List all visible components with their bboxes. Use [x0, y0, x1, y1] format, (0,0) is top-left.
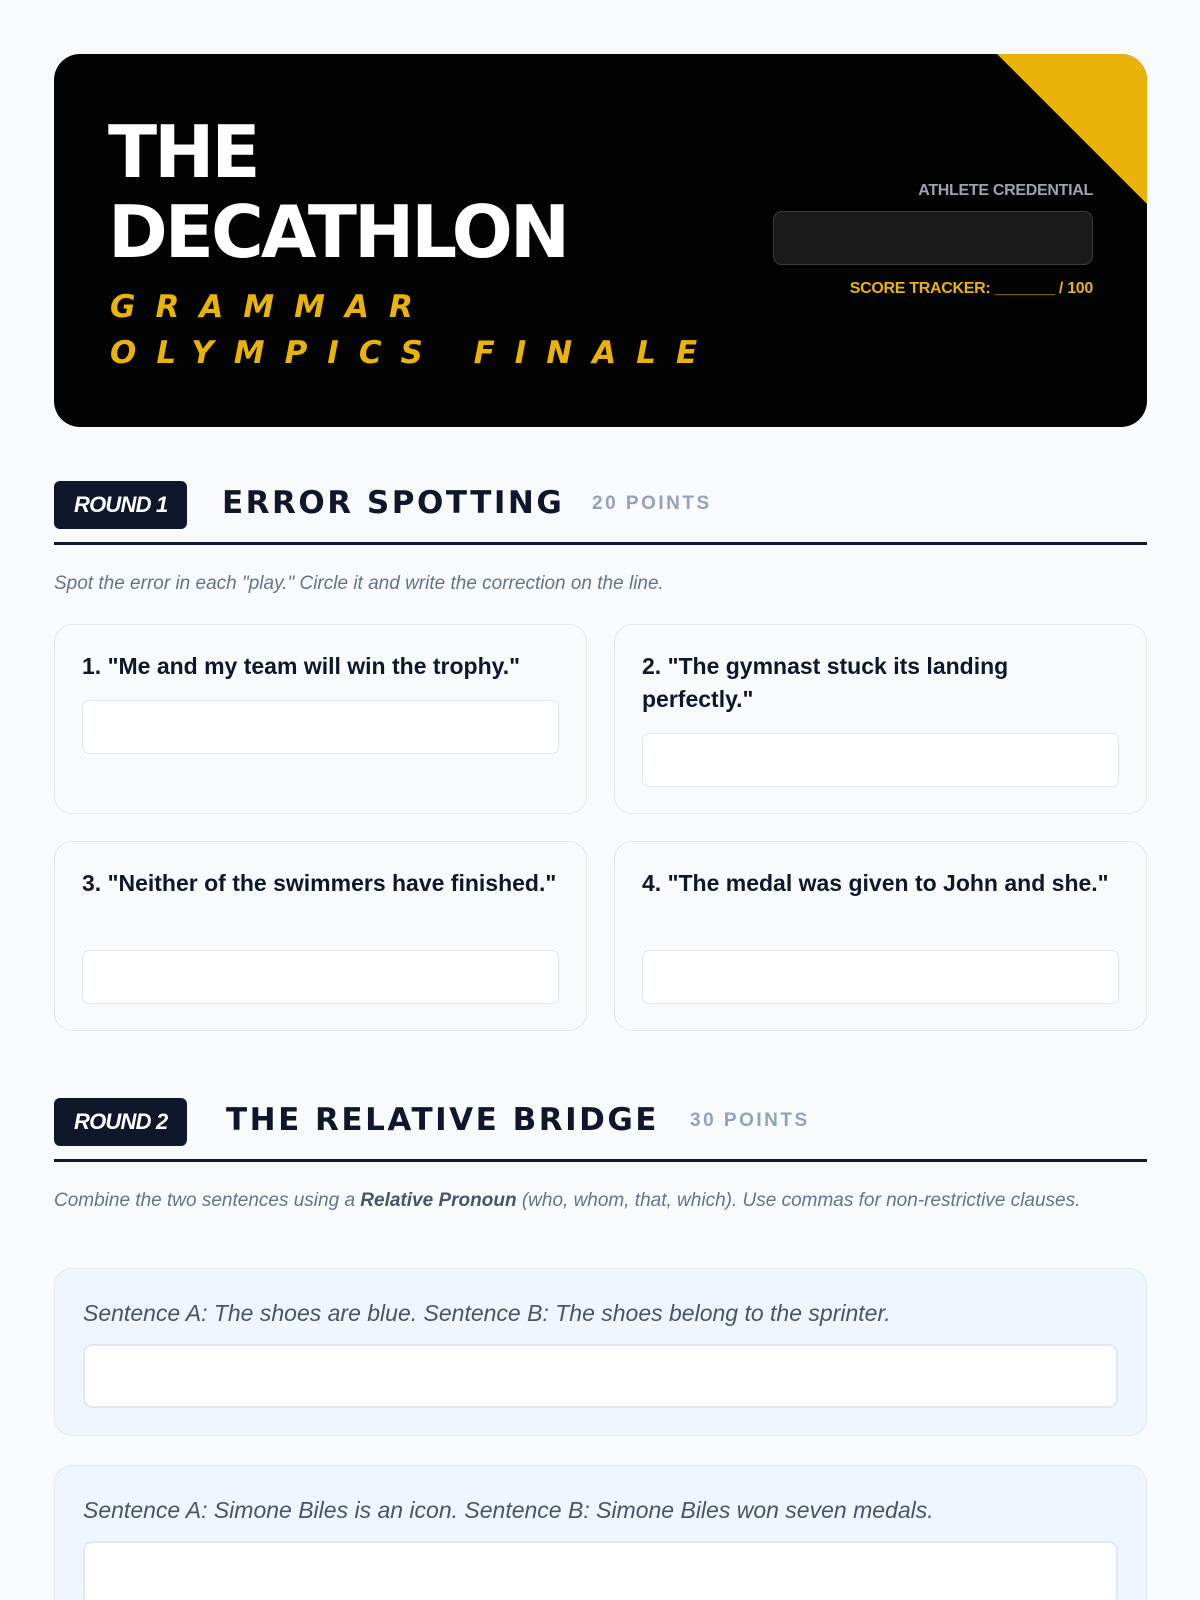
- error-question-1: 1. "Me and my team will win the trophy.": [82, 653, 521, 679]
- error-card-4: [614, 841, 1147, 1031]
- error-question-4: 4. "The medal was given to John and she.": [642, 870, 1109, 896]
- error-question-2: 2. "The gymnast stuck its landing perfectly.": [642, 653, 1009, 712]
- answer-field-2[interactable]: [642, 733, 1119, 787]
- round-1-badge: ROUND 1: [54, 481, 187, 529]
- round-2-badge: ROUND 2: [54, 1098, 187, 1146]
- round-1-header: [54, 481, 1147, 545]
- instructions-prefix: Combine the two sentences using a: [54, 1190, 361, 1211]
- round-2-points: 30 POINTS: [690, 1110, 810, 1131]
- bridge-card-1: [54, 1268, 1147, 1436]
- title-line-1: THE: [108, 110, 258, 194]
- page-title: [108, 112, 567, 272]
- combined-sentence-field-2[interactable]: [83, 1541, 1118, 1600]
- answer-field-4[interactable]: [642, 950, 1119, 1004]
- bridge-prompt-1: Sentence A: The shoes are blue. Sentence B: The shoes belong to the sprinter.: [83, 1300, 891, 1326]
- error-question-3: 3. "Neither of the swimmers have finished.": [82, 870, 557, 896]
- error-card-3: [54, 841, 587, 1031]
- bridge-card-2: [54, 1465, 1147, 1600]
- page-subtitle: GRAMMAR OLYMPICS FINALE: [110, 289, 718, 371]
- round-2-header: [54, 1098, 1147, 1162]
- round-2-instructions: [54, 1187, 1147, 1214]
- instructions-emphasis: Relative Pronoun: [360, 1190, 517, 1211]
- credential-input[interactable]: [773, 211, 1093, 265]
- answer-field-1[interactable]: [82, 700, 559, 754]
- round-2-title: THE RELATIVE BRIDGE: [226, 1102, 659, 1138]
- error-card-2: [614, 624, 1147, 814]
- bridge-prompt-2: Sentence A: Simone Biles is an icon. Sentence B: Simone Biles won seven medals.: [83, 1497, 934, 1523]
- credential-label: ATHLETE CREDENTIAL: [918, 182, 1093, 199]
- round-1-instructions: Spot the error in each "play." Circle it and write the correction on the line.: [54, 573, 664, 594]
- round-1-points: 20 POINTS: [592, 493, 712, 514]
- header-banner: [54, 54, 1147, 427]
- instructions-suffix: (who, whom, that, which). Use commas for non-restrictive clauses.: [516, 1190, 1081, 1211]
- error-card-1: [54, 624, 587, 814]
- score-tracker: SCORE TRACKER: _______ / 100: [849, 280, 1093, 297]
- title-line-2: DECATHLON: [108, 190, 568, 274]
- answer-field-3[interactable]: [82, 950, 559, 1004]
- round-1-title: ERROR SPOTTING: [222, 485, 565, 521]
- combined-sentence-field-1[interactable]: [83, 1344, 1118, 1408]
